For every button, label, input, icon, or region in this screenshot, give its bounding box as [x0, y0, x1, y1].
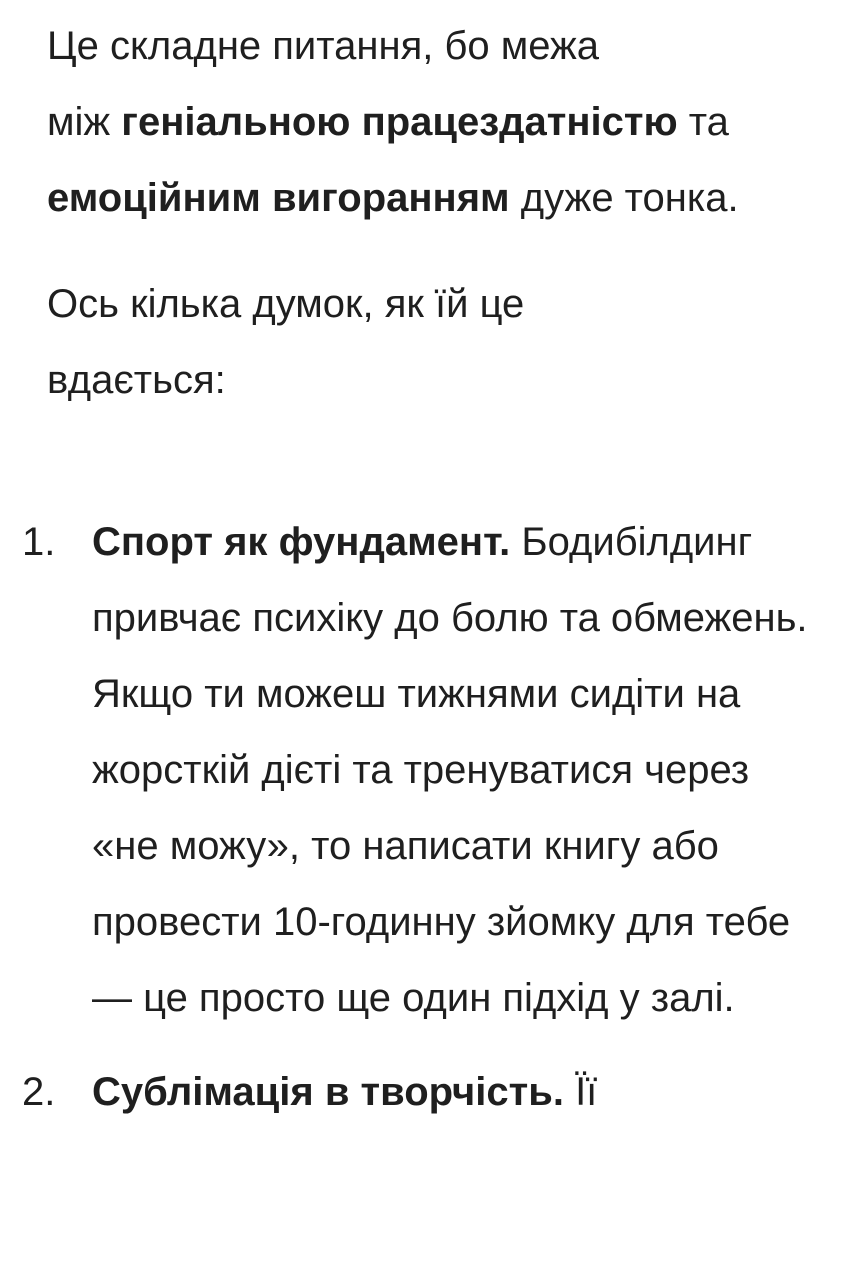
intro-between: між [47, 100, 111, 144]
intro-paragraph [47, 8, 807, 236]
response-text [47, 8, 807, 418]
list-item-text: Її [575, 1070, 598, 1114]
list-item [0, 1054, 843, 1130]
list-item-number: 2. [22, 1070, 56, 1114]
lead-paragraph: Ось кілька думок, як їй це вдається: [47, 282, 525, 402]
list-item-number: 1. [22, 520, 56, 564]
intro-and: та [688, 100, 729, 144]
list-item [0, 504, 843, 1036]
list-item-title: Спорт як фундамент. [92, 520, 511, 564]
intro-line-1: Це складне питання, бо межа [47, 24, 600, 68]
intro-term-2: емоційним вигоранням [47, 176, 510, 220]
numbered-list [0, 504, 843, 1148]
intro-term-1: геніальною працездатністю [121, 100, 678, 144]
list-item-title: Сублімація в творчість. [92, 1070, 564, 1114]
intro-tail: дуже тонка. [520, 176, 739, 220]
list-item-text: Бодибілдинг привчає психіку до болю та обмежень. Якщо ти можеш тижнями сидіти на жорсткій дієті та тренуватися через «не можу», то написати книгу або провести 10-годинну зйомку для тебе — це просто ще один підхід у залі. [92, 520, 808, 1020]
